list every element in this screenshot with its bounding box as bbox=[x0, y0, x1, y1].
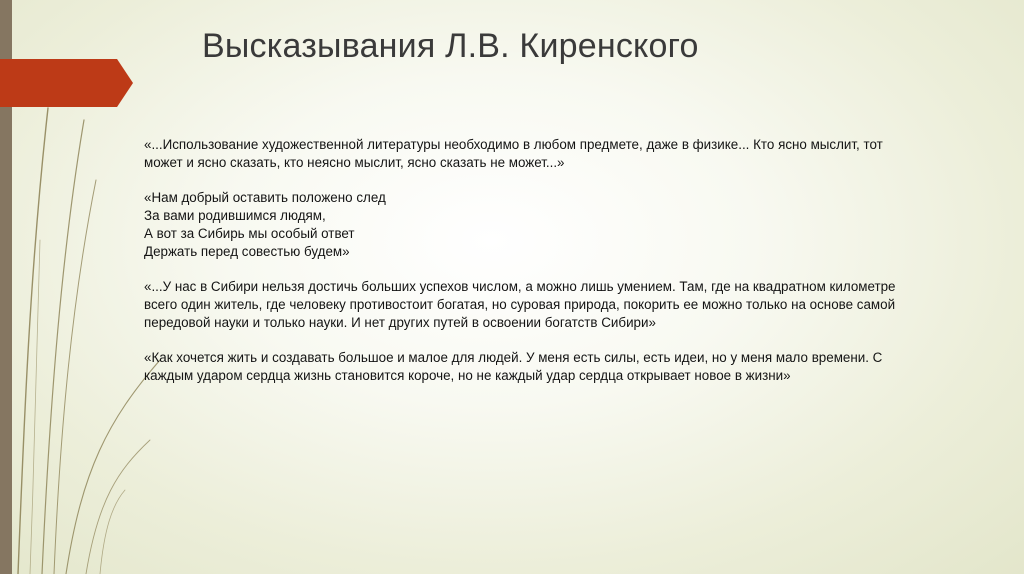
poem-line: А вот за Сибирь мы особый ответ bbox=[144, 226, 355, 241]
quotes-body bbox=[144, 136, 914, 402]
quote-paragraph: «...Использование художественной литературы необходимо в любом предмете, даже в физике... Кто ясно мыслит, тот может и ясно сказать, кто неясно мыслит, ясно сказать не может...» bbox=[144, 137, 883, 170]
poem-line: Держать перед совестью будем» bbox=[144, 244, 350, 259]
poem-line: «Нам добрый оставить положено след bbox=[144, 190, 386, 205]
poem-line: За вами родившимся людям, bbox=[144, 208, 326, 223]
quote-paragraph: «...У нас в Сибири нельзя достичь больших успехов числом, а можно лишь умением. Там, где на квадратном километре всего один житель, где человеку противостоит богатая, но суровая природа, покорить ее можно только на основе самой передовой науки и только науки. И нет других путей в освоении богатств Сибири» bbox=[144, 279, 896, 330]
quote-paragraph: «Как хочется жить и создавать большое и малое для людей. У меня есть силы, есть идеи, но у меня мало времени. С каждым ударом сердца жизнь становится короче, но не каждый удар сердца открывает новое в жизни» bbox=[144, 350, 883, 383]
poem-quote bbox=[144, 189, 914, 261]
slide-title: Высказывания Л.В. Киренского bbox=[202, 27, 699, 65]
title-arrow-shape bbox=[0, 59, 133, 107]
